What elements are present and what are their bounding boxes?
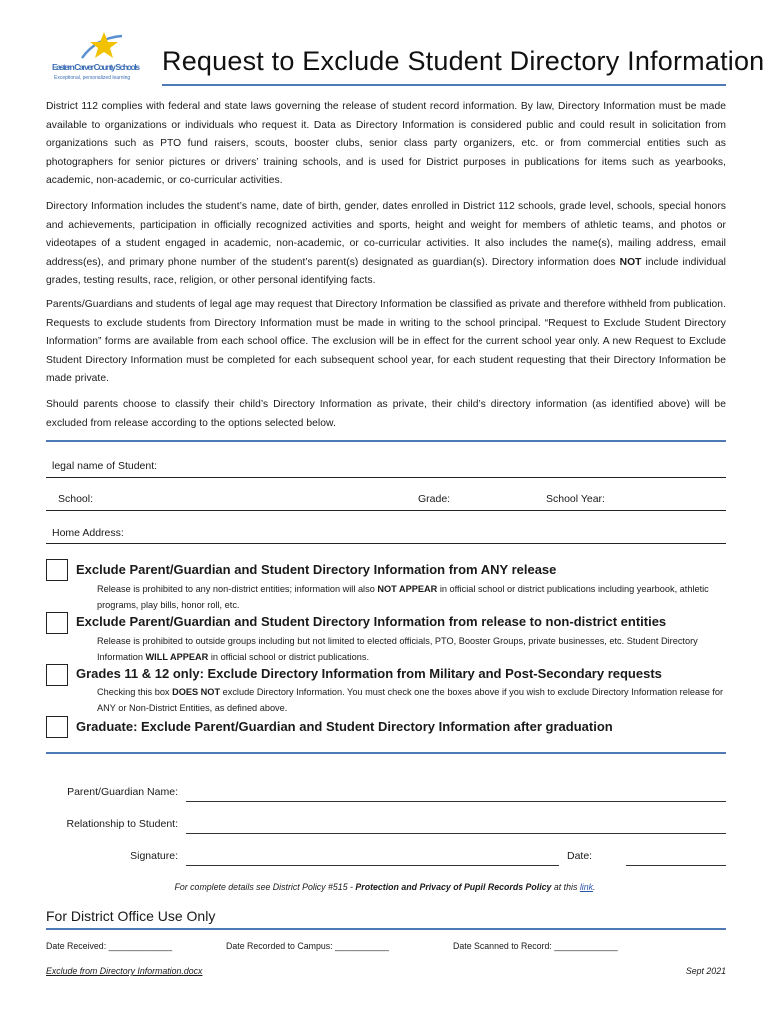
option-graduate-title: Graduate: Exclude Parent/Guardian and Student Directory Information after graduation xyxy=(76,719,613,734)
relationship-field[interactable] xyxy=(186,833,726,834)
intro-paragraph: District 112 complies with federal and state laws governing the release of student record information. By law, Directory Information must be made available to organizations or individuals who request it. Data as Directory Information is considered public and could result in solicitation from organizations such as PTO fund raisers, scouts, booster clubs, senior class party organizers, etc. or from commercial entities such as photographers for senior pictures or drivers’ training schools, and is used for District purposes in publications for items such as yearbooks, academic, non-academic, or co-curricular activities. xyxy=(46,101,726,187)
date-received: Date Received: _____________ xyxy=(46,941,173,951)
option-military-title: Grades 11 & 12 only: Exclude Directory Information from Military and Post-Secondary requests xyxy=(76,666,662,681)
section-divider xyxy=(46,440,726,442)
option-non-district-checkbox[interactable] xyxy=(46,612,68,634)
option-military-checkbox[interactable] xyxy=(46,664,68,686)
legal-name-label: legal name of Student: xyxy=(52,460,158,472)
home-address-label: Home Address: xyxy=(52,527,124,539)
options-divider xyxy=(46,752,726,754)
parent-name-label: Parent/Guardian Name: xyxy=(67,786,178,798)
grade-label: Grade: xyxy=(418,493,451,505)
date-scanned: Date Scanned to Record: _____________ xyxy=(453,941,618,951)
parent-name-field[interactable] xyxy=(186,801,726,802)
title-divider xyxy=(162,84,726,86)
policy-footnote: For complete details see District Policy #515 - Protection and Privacy of Pupil Records Policy at this link. xyxy=(174,882,596,892)
date-field[interactable] xyxy=(626,865,726,866)
date-recorded: Date Recorded to Campus: ___________ xyxy=(226,941,389,951)
logo-tagline: Exceptional, personalized learning xyxy=(54,75,131,81)
option-any-release-title: Exclude Parent/Guardian and Student Directory Information from ANY release xyxy=(76,562,557,577)
option-non-district-title: Exclude Parent/Guardian and Student Directory Information from release to non-district entities xyxy=(76,614,667,629)
footer-filename: Exclude from Directory Information.docx xyxy=(46,966,203,976)
legal-name-field[interactable] xyxy=(46,477,726,478)
relationship-label: Relationship to Student: xyxy=(66,818,178,830)
option-non-district-desc: Release is prohibited to outside groups including but not limited to elected officials, PTO, Booster Groups, private businesses, etc. Student Directory Information WILL APPEAR in official school or district publications. xyxy=(97,636,698,662)
page-title: Request to Exclude Student Directory Information xyxy=(162,46,765,76)
school-label: School: xyxy=(58,493,94,505)
logo-graphic xyxy=(52,32,142,90)
directory-info-paragraph: Directory Information includes the student’s name, date of birth, gender, dates enrolled in District 112 schools, grade level, schools, special honors and achievements, participation in officially recognized activities and sports, height and weight for members of athletic teams, and photos or videotapes of a student engaged in academic, non-academic, or co-curricular activities. It also includes the name(s), mailing address, email address(es), and primary phone number of the student’s parent(s) designated as guardian(s). Directory information does NOT include individual grades, testing results, race, religion, or other personal identifying facts. xyxy=(46,201,726,287)
district-logo xyxy=(52,32,142,90)
option-any-release-checkbox[interactable] xyxy=(46,559,68,581)
signature-label: Signature: xyxy=(130,850,178,862)
office-use-divider xyxy=(46,928,726,930)
office-use-title: For District Office Use Only xyxy=(46,908,216,924)
option-graduate-checkbox[interactable] xyxy=(46,716,68,738)
logo-name: Eastern Carver County Schools xyxy=(52,62,140,72)
policy-link[interactable]: link xyxy=(579,882,594,892)
classification-paragraph: Should parents choose to classify their child’s Directory Information as private, their child’s directory information (as identified above) will be excluded from release according to the options selected below. xyxy=(46,399,726,429)
request-paragraph: Parents/Guardians and students of legal age may request that Directory Information be classified as private and therefore withheld from publication. Requests to exclude students from Directory Information must be made in writing to the school principal. “Request to Exclude Student Directory Information” forms are available from each school office. The exclusion will be in effect for the current school year only. A new Request to Exclude Student Directory Information must be completed for each subsequent school year, for each student requesting that their Directory Information be made private. xyxy=(46,299,726,385)
school-grade-field[interactable] xyxy=(46,510,726,511)
school-year-label: School Year: xyxy=(546,493,605,505)
option-military-desc: Checking this box DOES NOT exclude Directory Information. You must check one the boxes above if you wish to exclude Directory Information release for ANY or Non-District Entities, as defined above. xyxy=(97,687,724,713)
signature-field[interactable] xyxy=(186,865,559,866)
home-address-field[interactable] xyxy=(46,543,726,544)
date-label: Date: xyxy=(567,850,593,862)
star-icon xyxy=(90,32,118,58)
option-any-release-desc: Release is prohibited to any non-district entities; information will also NOT APPEAR in official school or district publications including yearbook, athletic programs, play bills, honor roll, etc. xyxy=(97,584,709,610)
footer-date: Sept 2021 xyxy=(685,966,726,976)
